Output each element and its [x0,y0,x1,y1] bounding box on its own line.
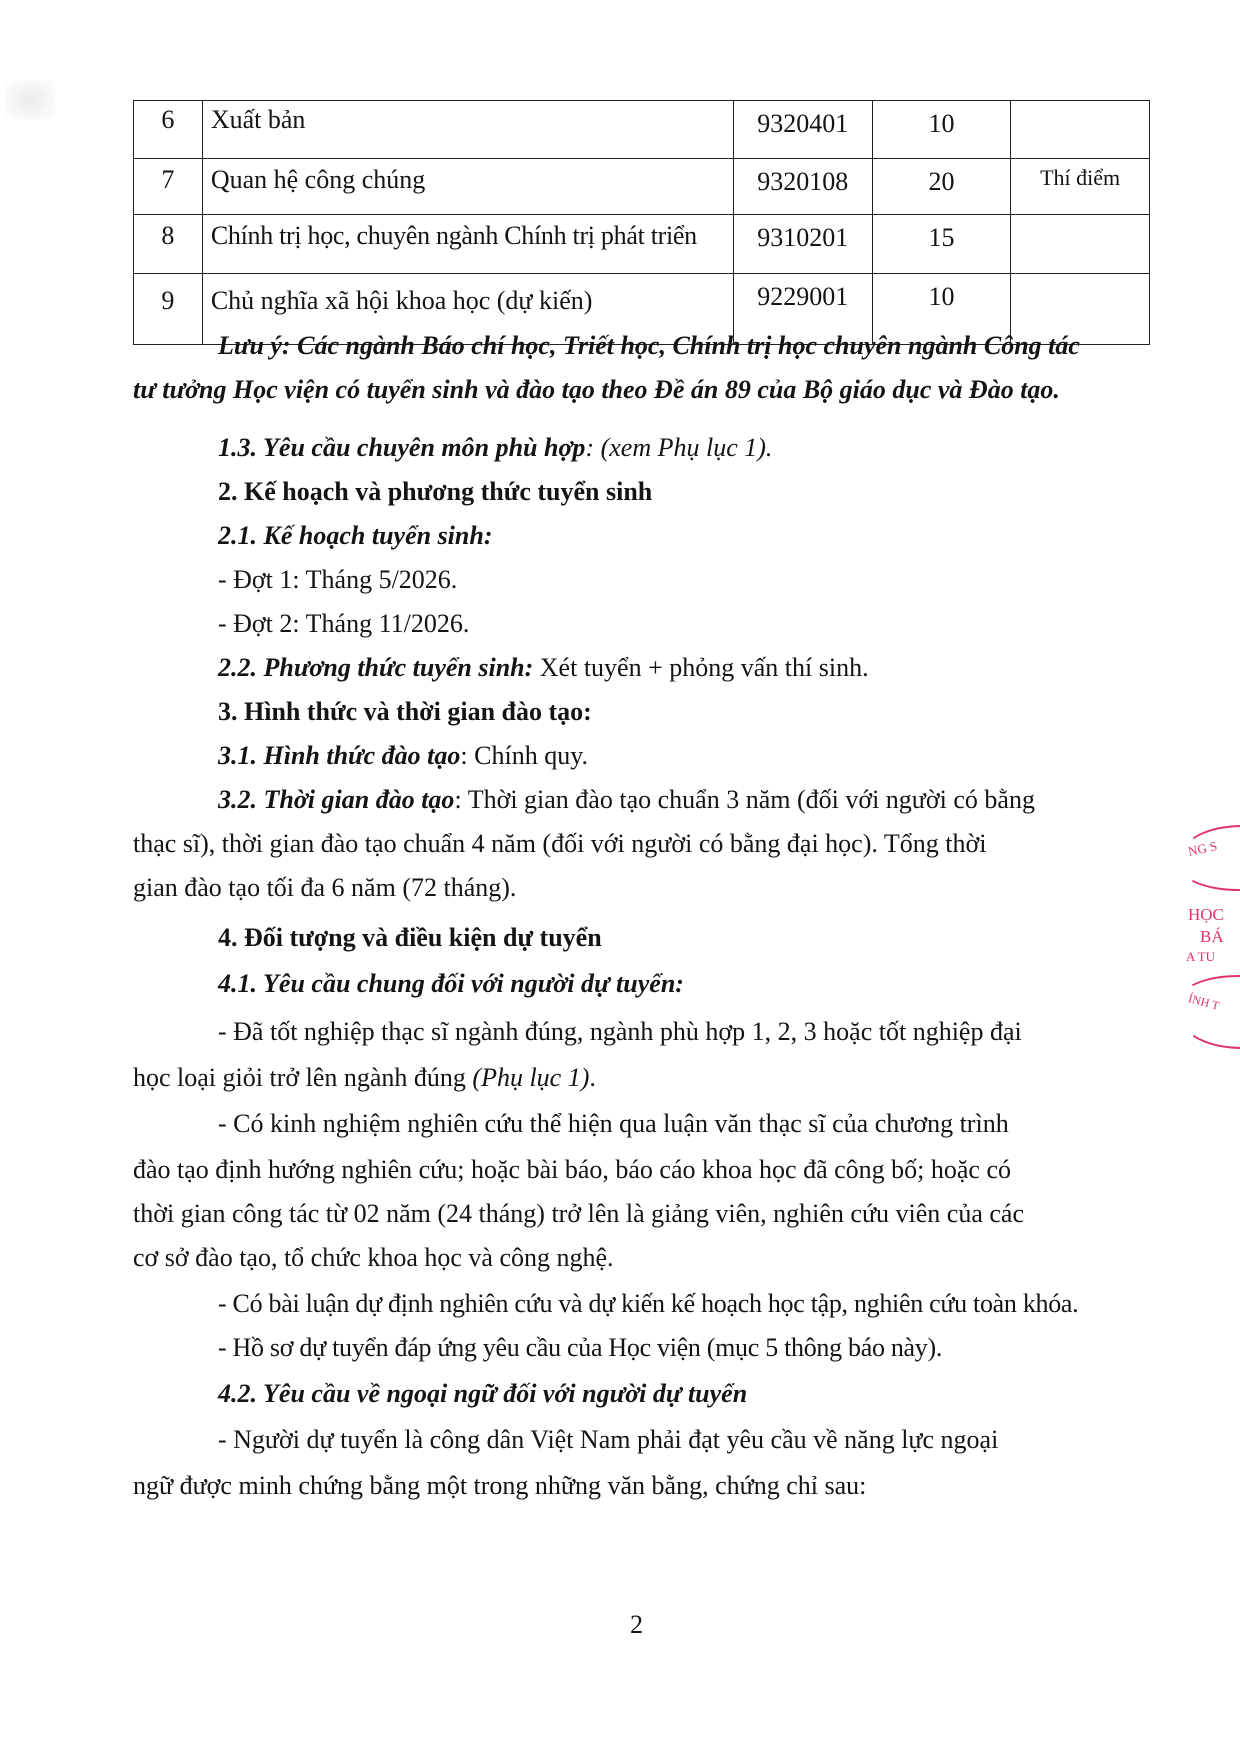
major-name: Quan hệ công chúng [202,159,733,215]
section-2-2-text: Xét tuyển + phỏng vấn thí sinh. [533,653,869,682]
req-1-text: học loại giỏi trở lên ngành đúng [133,1063,473,1092]
req-1-line-2 [133,1062,596,1094]
section-3-2-label: 3.2. Thời gian đào tạo [218,785,455,814]
major-name: Chính trị học, chuyên ngành Chính trị phát triển [202,215,733,274]
section-2-2 [218,652,869,684]
section-3-1-text: : Chính quy. [460,741,589,770]
section-3-title: 3. Hình thức và thời gian đào tạo: [218,697,592,726]
page-number: 2 [630,1610,643,1639]
row-note [1011,215,1150,274]
req-1-line-1: - Đã tốt nghiệp thạc sĩ ngành đúng, ngành phù hợp 1, 2, 3 hoặc tốt nghiệp đại [218,1017,1022,1046]
note-line-1: Lưu ý: Các ngành Báo chí học, Triết học, Chính trị học chuyên ngành Công tác [218,331,1080,360]
section-2-title: 2. Kế hoạch và phương thức tuyển sinh [218,477,653,506]
round-1: - Đợt 1: Tháng 5/2026. [218,565,458,594]
quota: 20 [872,159,1011,215]
req-2-line-1: - Có kinh nghiệm nghiên cứu thể hiện qua luận văn thạc sĩ của chương trình [218,1109,1009,1138]
row-number: 6 [134,101,203,159]
section-1-3-text: : (xem Phụ lục 1). [585,433,773,462]
section-4-1-title: 4.1. Yêu cầu chung đối với người dự tuyển: [218,969,684,998]
major-name: Chủ nghĩa xã hội khoa học (dự kiến) [202,274,733,345]
section-3-2-text: : Thời gian đào tạo chuẩn 3 năm (đối với người có bằng [454,785,1035,814]
section-4-2-title: 4.2. Yêu cầu về ngoại ngữ đối với người dự tuyển [218,1379,748,1408]
stamp-text: NG S [1186,838,1219,859]
section-4-title: 4. Đối tượng và điều kiện dự tuyển [218,923,602,952]
req-2-line-3: thời gian công tác từ 02 năm (24 tháng) trở lên là giảng viên, nghiên cứu viên của các [133,1199,1025,1228]
req-1-end: . [589,1063,596,1092]
row-number: 7 [134,159,203,215]
stamp-text: HỌC [1188,905,1224,924]
row-note [1011,101,1150,159]
req-3: - Có bài luận dự định nghiên cứu và dự kiến kế hoạch học tập, nghiên cứu toàn khóa. [218,1289,1079,1318]
major-code: 9320108 [733,159,872,215]
req-2-line-4: cơ sở đào tạo, tổ chức khoa học và công nghệ. [133,1243,614,1272]
section-3-1-label: 3.1. Hình thức đào tạo [218,741,461,770]
quota: 10 [872,274,1011,345]
row-number: 8 [134,215,203,274]
section-2-2-label: 2.2. Phương thức tuyển sinh: [218,653,534,682]
stamp-text: BÁ [1200,927,1224,946]
req-2-line-2: đào tạo định hướng nghiên cứu; hoặc bài báo, báo cáo khoa học đã công bố; hoặc có [133,1155,1011,1184]
section-4-2-line-2: ngữ được minh chứng bằng một trong những văn bằng, chứng chỉ sau: [133,1471,867,1500]
stamp-text: ÍNH T [1186,991,1221,1013]
req-1-appendix-ref: (Phụ lục 1) [472,1063,590,1092]
section-1-3-label: 1.3. Yêu cầu chuyên môn phù hợp [218,433,586,462]
major-name: Xuất bản [202,101,733,159]
row-note: Thí điểm [1011,159,1150,215]
quota: 15 [872,215,1011,274]
round-2: - Đợt 2: Tháng 11/2026. [218,609,470,638]
section-1-3 [218,432,772,464]
table-row [134,215,1150,274]
section-3-2-line-2: thạc sĩ), thời gian đào tạo chuẩn 4 năm (đối với người có bằng đại học). Tổng thời [133,829,987,858]
section-3-1 [218,740,588,772]
red-seal-stamp [1180,825,1240,1055]
scan-artifact [5,80,55,120]
major-code: 9229001 [733,274,872,345]
table-row [134,159,1150,215]
row-number: 9 [134,274,203,345]
table-row [134,101,1150,159]
stamp-text: A TU [1186,949,1216,964]
section-2-1-title: 2.1. Kế hoạch tuyển sinh: [218,521,493,550]
note-line-2: tư tưởng Học viện có tuyển sinh và đào tạo theo Đề án 89 của Bộ giáo dục và Đào tạo. [133,375,1060,404]
section-3-2-line-3: gian đào tạo tối đa 6 năm (72 tháng). [133,873,517,902]
quota: 10 [872,101,1011,159]
section-4-2-line-1: - Người dự tuyển là công dân Việt Nam phải đạt yêu cầu về năng lực ngoại [218,1425,999,1454]
section-3-2-line-1 [218,784,1035,816]
majors-table [133,100,1150,345]
req-4: - Hồ sơ dự tuyển đáp ứng yêu cầu của Học viện (mục 5 thông báo này). [218,1333,943,1362]
major-code: 9320401 [733,101,872,159]
major-code: 9310201 [733,215,872,274]
